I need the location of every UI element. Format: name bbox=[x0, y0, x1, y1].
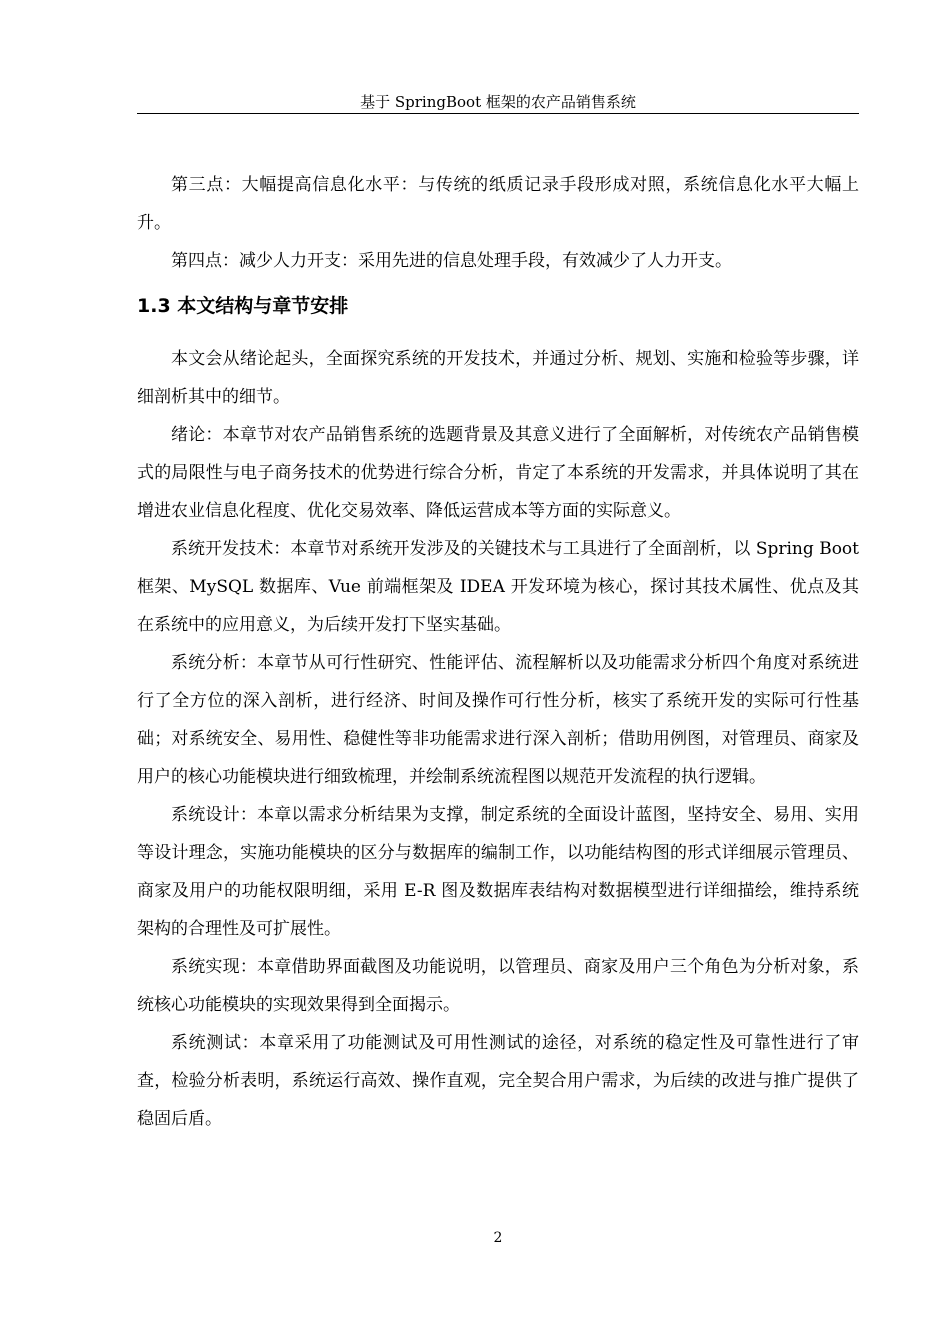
paragraph-point-three: 第三点：大幅提高信息化水平：与传统的纸质记录手段形成对照，系统信息化水平大幅上升。 bbox=[137, 175, 859, 233]
paragraph-system-implementation: 系统实现：本章借助界面截图及功能说明，以管理员、商家及用户三个角色为分析对象，系统核心功能模块的实现效果得到全面揭示。 bbox=[137, 957, 859, 1015]
paragraph-introduction-chapter: 绪论：本章节对农产品销售系统的选题背景及其意义进行了全面解析，对传统农产品销售模式的局限性与电子商务技术的优势进行综合分析，肯定了本系统的开发需求，并具体说明了其在增进农业信息化程度、优化交易效率、降低运营成本等方面的实际意义。 bbox=[137, 425, 859, 521]
paragraph-system-design: 系统设计：本章以需求分析结果为支撑，制定系统的全面设计蓝图，坚持安全、易用、实用等设计理念，实施功能模块的区分与数据库的编制工作，以功能结构图的形式详细展示管理员、商家及用户的功能权限明细，采用 E-R 图及数据库表结构对数据模型进行详细描绘，维持系统架构的合理性及可扩展性。 bbox=[137, 805, 859, 939]
header-rule bbox=[137, 113, 859, 114]
paragraph-system-analysis: 系统分析：本章节从可行性研究、性能评估、流程解析以及功能需求分析四个角度对系统进行了全方位的深入剖析，进行经济、时间及操作可行性分析，核实了系统开发的实际可行性基础；对系统安全、易用性、稳健性等非功能需求进行深入剖析；借助用例图，对管理员、商家及用户的核心功能模块进行细致梳理，并绘制系统流程图以规范开发流程的执行逻辑。 bbox=[137, 653, 859, 787]
page-number: 2 bbox=[493, 1230, 503, 1246]
paragraph-intro: 本文会从绪论起头，全面探究系统的开发技术，并通过分析、规划、实施和检验等步骤，详细剖析其中的细节。 bbox=[137, 349, 859, 407]
paragraph-point-four: 第四点：减少人力开支：采用先进的信息处理手段，有效减少了人力开支。 bbox=[171, 251, 732, 271]
running-header: 基于 SpringBoot 框架的农产品销售系统 bbox=[360, 93, 636, 111]
document-body bbox=[137, 166, 859, 1138]
section-heading: 1.3 本文结构与章节安排 bbox=[137, 295, 349, 317]
paragraph-development-technology: 系统开发技术：本章节对系统开发涉及的关键技术与工具进行了全面剖析，以 Spring Boot 框架、MySQL 数据库、Vue 前端框架及 IDEA 开发环境为核心，探讨其技术属性、优点及其在系统中的应用意义，为后续开发打下坚实基础。 bbox=[137, 539, 859, 635]
paragraph-system-testing: 系统测试：本章采用了功能测试及可用性测试的途径，对系统的稳定性及可靠性进行了审查，检验分析表明，系统运行高效、操作直观，完全契合用户需求，为后续的改进与推广提供了稳固后盾。 bbox=[137, 1033, 859, 1129]
